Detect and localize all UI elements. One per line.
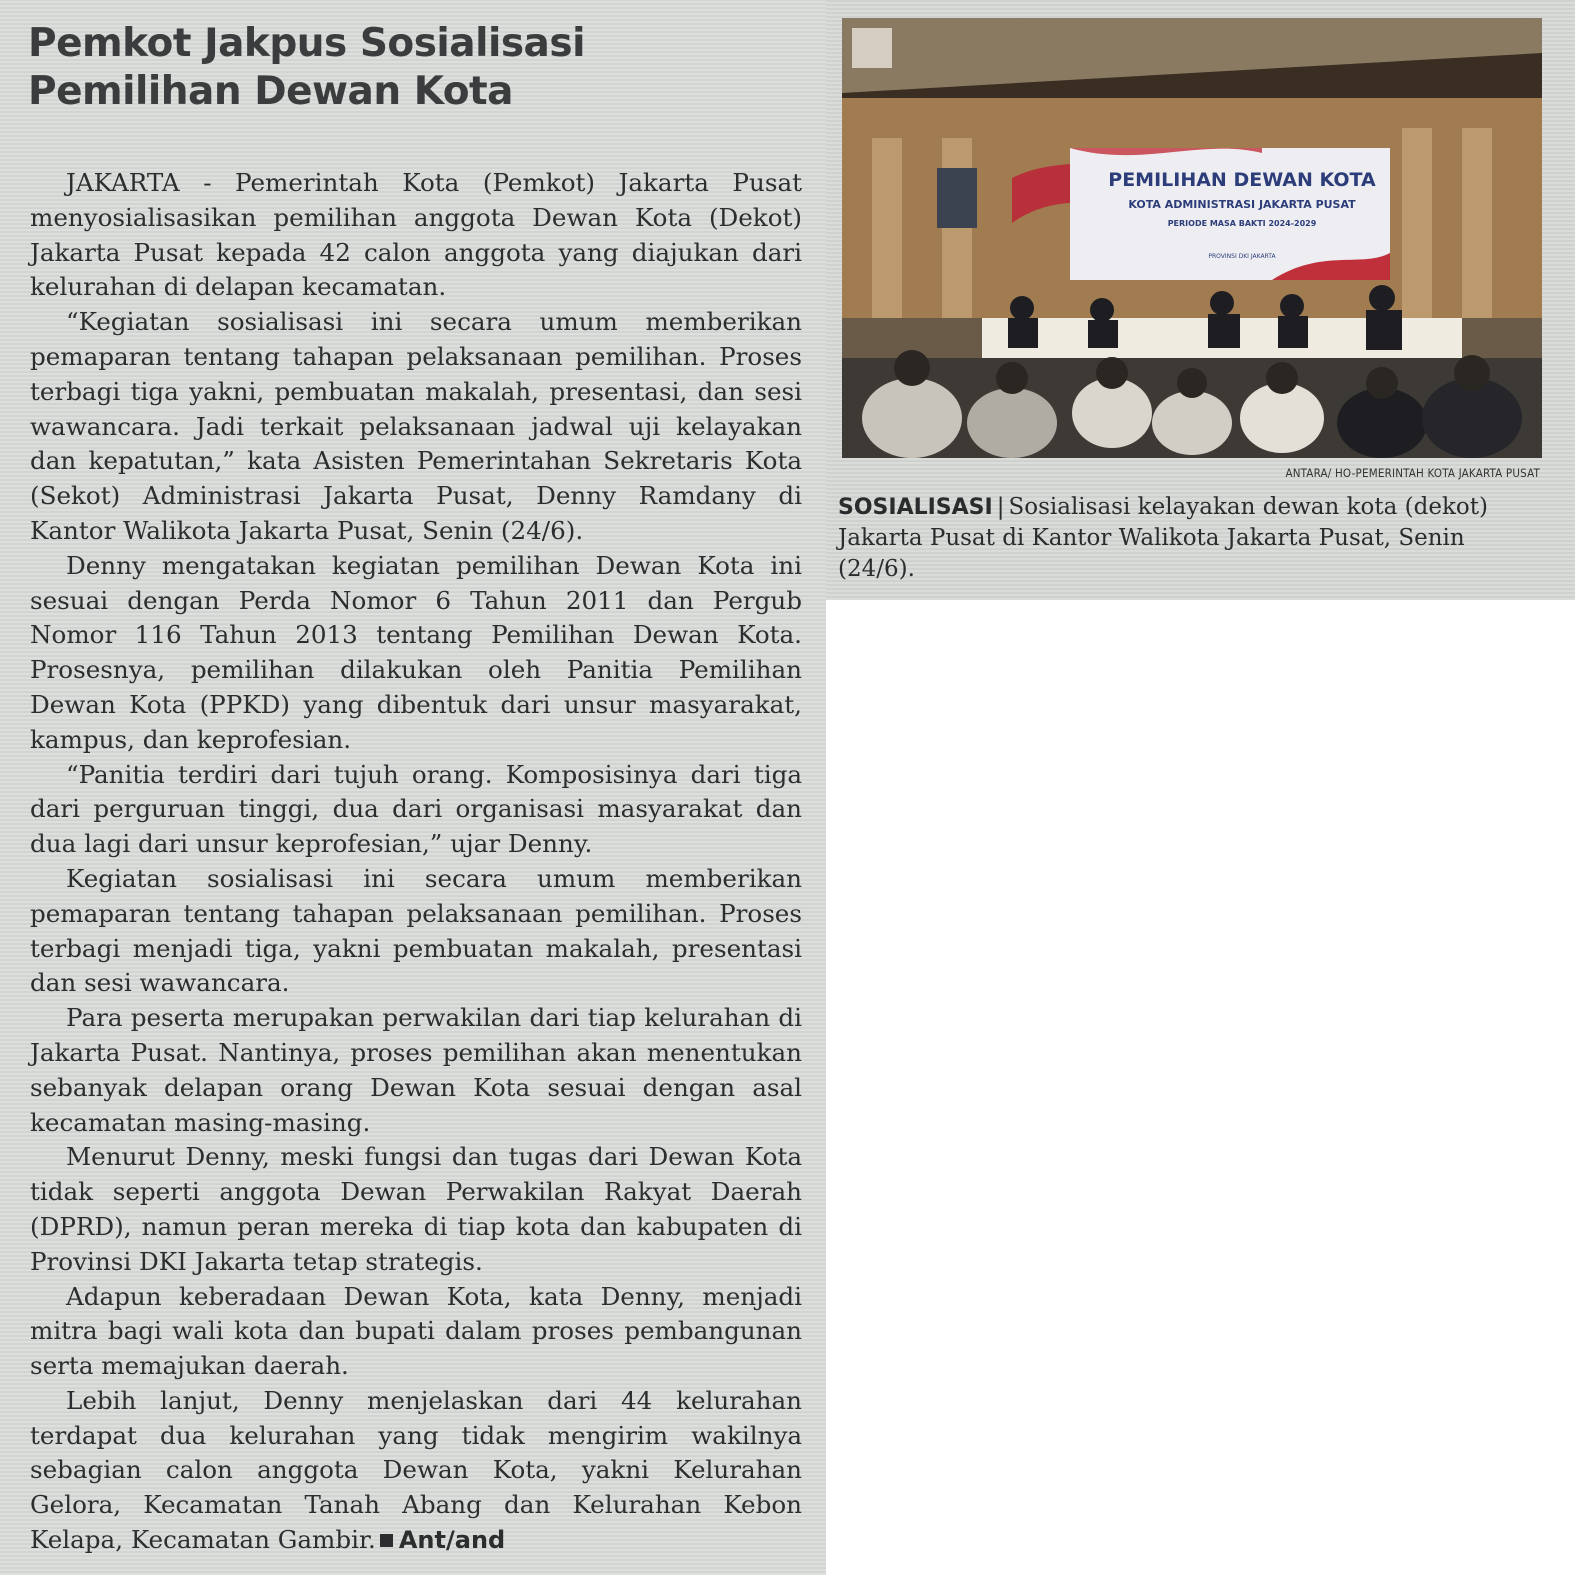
meeting-room-illustration bbox=[842, 18, 1542, 458]
caption-text: Sosialisasi kelayakan dewan kota (dekot) Jakarta Pusat di Kantor Walikota Jakarta Pusat, Senin (24/6). bbox=[838, 494, 1488, 582]
banner-title: PEMILIHAN DEWAN KOTA bbox=[1108, 169, 1376, 191]
article-body bbox=[30, 166, 802, 1558]
end-mark-icon bbox=[380, 1534, 393, 1547]
portrait-frame bbox=[937, 168, 977, 228]
paragraph: Adapun keberadaan Dewan Kota, kata Denny, menjadi mitra bagi wali kota dan bupati dalam proses pembangunan serta memajukan daerah. bbox=[30, 1281, 802, 1381]
paragraph: Kegiatan sosialisasi ini secara umum memberikan pemaparan tentang tahapan pelaksanaan pemilihan. Proses terbagi menjadi tiga, yakni pembuatan makalah, presentasi dan sesi wawancara. bbox=[30, 863, 802, 998]
headline-line-1: Pemkot Jakpus Sosialisasi bbox=[28, 21, 585, 66]
banner-period: PERIODE MASA BAKTI 2024-2029 bbox=[1167, 219, 1317, 228]
paragraph: Denny mengatakan kegiatan pemilihan Dewan Kota ini sesuai dengan Perda Nomor 6 Tahun 2011 dan Pergub Nomor 116 Tahun 2013 tentang Pemilihan Dewan Kota. Prosesnya, pemilihan dilakukan oleh Panitia Pemilihan Dewan Kota (PPKD) yang dibentuk dari unsur masyarakat, kampus, dan keprofesian. bbox=[30, 550, 802, 754]
last-paragraph bbox=[30, 1384, 802, 1558]
paragraph: “Kegiatan sosialisasi ini secara umum memberikan pemaparan tentang tahapan pelaksanaan pemilihan. Proses terbagi tiga yakni, pembuatan makalah, presentasi, dan sesi wawancara. Jadi terkait pelaksanaan jadwal uji kelayakan dan kepatutan,” kata Asisten Pemerintahan Sekretaris Kota (Sekot) Administrasi Jakarta Pusat, Denny Ramdany di Kantor Walikota Jakarta Pusat, Senin (24/6). bbox=[30, 307, 802, 545]
caption-separator: | bbox=[996, 494, 1005, 520]
paragraph: “Panitia terdiri dari tujuh orang. Komposisinya dari tiga dari perguruan tinggi, dua dari organisasi masyarakat dan dua lagi dari unsur keprofesian,” ujar Denny. bbox=[30, 759, 802, 859]
paragraph: JAKARTA - Pemerintah Kota (Pemkot) Jakarta Pusat menyosialisasikan pemilihan anggota Dewan Kota (Dekot) Jakarta Pusat kepada 42 calon anggota yang diajukan dari kelurahan di delapan kecamatan. bbox=[30, 168, 802, 302]
news-photo bbox=[842, 18, 1542, 458]
headline-line-2: Pemilihan Dewan Kota bbox=[28, 69, 514, 114]
byline: Ant/and bbox=[398, 1526, 506, 1555]
photo-caption bbox=[838, 492, 1538, 585]
banner-province: PROVINSI DKI JAKARTA bbox=[1208, 253, 1276, 260]
paragraph: Menurut Denny, meski fungsi dan tugas dari Dewan Kota tidak seperti anggota Dewan Perwakilan Rakyat Daerah (DPRD), namun peran mereka di tiap kota dan kabupaten di Provinsi DKI Jakarta tetap strategis. bbox=[30, 1142, 802, 1276]
caption-label: SOSIALISASI bbox=[838, 495, 993, 520]
photo-credit: ANTARA/ HO-PEMERINTAH KOTA JAKARTA PUSAT bbox=[1285, 466, 1540, 480]
banner-subtitle: KOTA ADMINISTRASI JAKARTA PUSAT bbox=[1128, 198, 1356, 211]
headline bbox=[28, 20, 808, 116]
chandelier-icon bbox=[852, 28, 892, 68]
paragraph-text: Lebih lanjut, Denny menjelaskan dari 44 kelurahan terdapat dua kelurahan yang tidak mengirim wakilnya sebagian calon anggota Dewan Kota, yakni Kelurahan Gelora, Kecamatan Tanah Abang dan Kelurahan Kebon Kelapa, Kecamatan Gambir. bbox=[30, 1385, 802, 1555]
paragraph: Para peserta merupakan perwakilan dari tiap kelurahan di Jakarta Pusat. Nantinya, proses pemilihan akan menentukan sebanyak delapan orang Dewan Kota sesuai dengan asal kecamatan masing-masing. bbox=[30, 1003, 802, 1137]
